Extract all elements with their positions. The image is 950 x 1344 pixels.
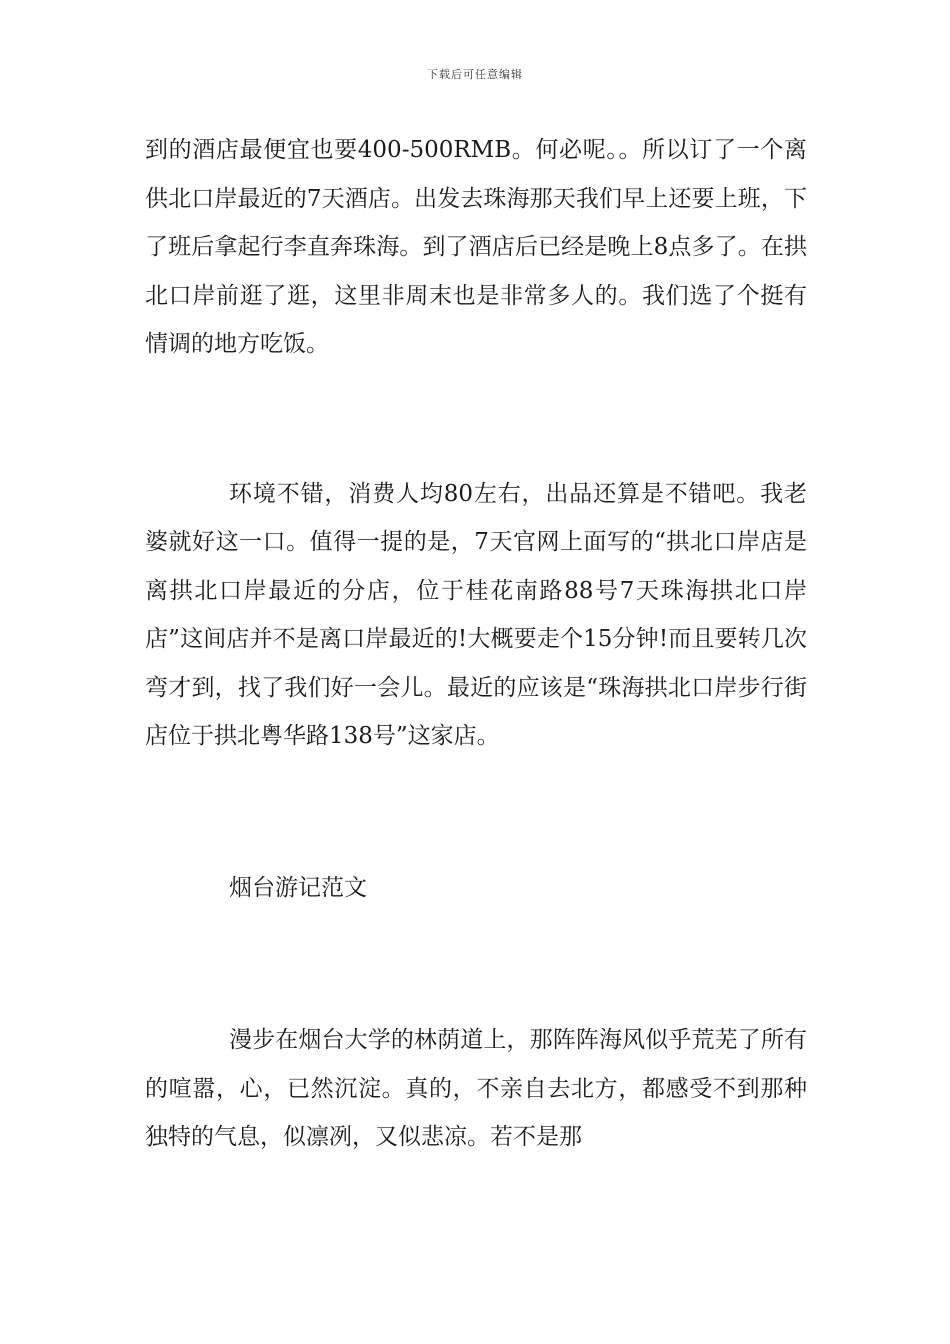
paragraph-spacer <box>145 761 807 864</box>
paragraph-spacer <box>145 912 807 1016</box>
section-title: 烟台游记范文 <box>229 874 367 901</box>
paragraph-hotel-intro: 到的酒店最便宜也要400-500RMB。何必呢。。所以订了一个离供北口岸最近的7天酒店。出发去珠海那天我们早上还要上班，下了班后拿起行李直奔珠海。到了酒店后已经是晚上8点多了。在拱北口岸前逛了逛，这里非周末也是非常多人的。我们选了个挺有情调的地方吃饭。 <box>145 137 807 357</box>
paragraph-hotel-review: 环境不错，消费人均80左右，出品还算是不错吧。我老婆就好这一口。值得一提的是，7天官网上面写的“拱北口岸店是离拱北口岸最近的分店，位于桂花南路88号7天珠海拱北口岸店”这间店并不是离口岸最近的!大概要走个15分钟!而且要转几次弯才到，找了我们好一会儿。最近的应该是“珠海拱北口岸步行街店位于拱北粤华路138号”这家店。 <box>145 480 807 749</box>
document-body <box>145 126 807 1162</box>
paragraph-spacer <box>145 369 807 470</box>
paragraph-yantai-intro: 漫步在烟台大学的林荫道上，那阵阵海风似乎荒芜了所有的喧嚣，心，已然沉淀。真的，不亲自去北方，都感受不到那种独特的气息，似凛冽，又似悲凉。若不是那 <box>145 1027 807 1150</box>
page-header-note: 下载后可任意编辑 <box>427 68 523 81</box>
